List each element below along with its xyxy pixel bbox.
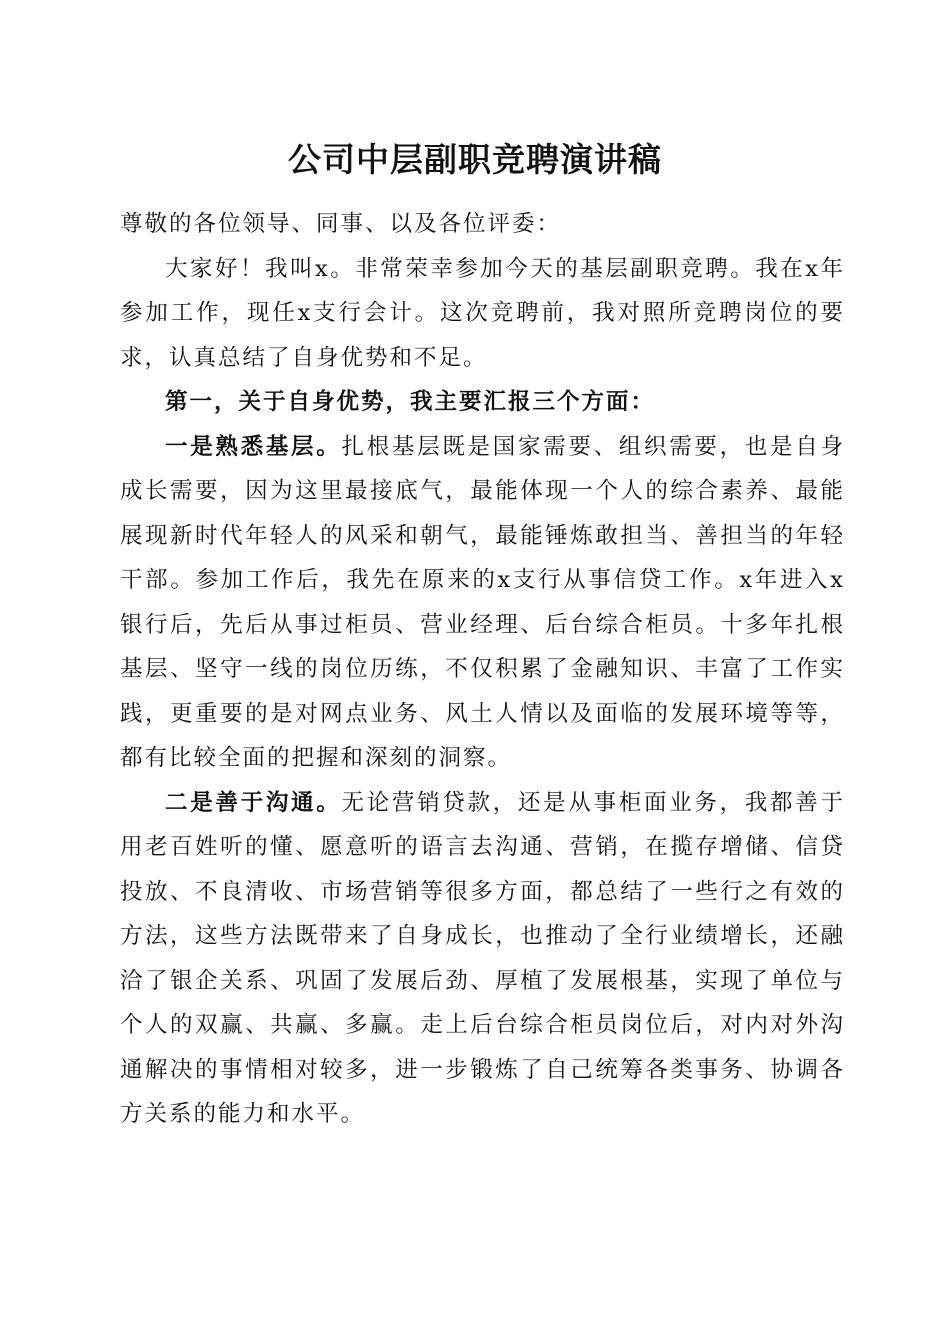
intro-paragraph: 大家好！我叫x。非常荣幸参加今天的基层副职竞聘。我在x年参加工作，现任x支行会计。这次竞聘前，我对照所竞聘岗位的要求，认真总结了自身优势和不足。: [120, 255, 845, 371]
point-one-lead: 一是熟悉基层。: [165, 433, 342, 460]
point-one-text: 扎根基层既是国家需要、组织需要，也是自身成长需要，因为这里最接底气，最能体现一个人的综合素养、最能展现新时代年轻人的风采和朝气，最能锤炼敢担当、善担当的年轻干部。参加工作后，我先在原来的x支行从事信贷工作。x年进入x银行后，先后从事过柜员、营业经理、后台综合柜员。十多年扎根基层、坚守一线的岗位历练，不仅积累了金融知识、丰富了工作实践，更重要的是对网点业务、风土人情以及面临的发展环境等等，都有比较全面的把握和深刻的洞察。: [120, 433, 845, 771]
document-body: [120, 202, 845, 1137]
section-heading: 第一，关于自身优势，我主要汇报三个方面：: [165, 389, 656, 415]
point-two-paragraph: [120, 781, 845, 1137]
point-two-lead: 二是善于沟通。: [165, 789, 342, 816]
document-title: 公司中层副职竞聘演讲稿: [288, 140, 662, 179]
point-two-text: 无论营销贷款，还是从事柜面业务，我都善于用老百姓听的懂、愿意听的语言去沟通、营销，在揽存增储、信贷投放、不良清收、市场营销等很多方面，都总结了一些行之有效的方法，这些方法既带来了自身成长，也推动了全行业绩增长，还融洽了银企关系、巩固了发展后劲、厚植了发展根基，实现了单位与个人的双赢、共赢、多赢。走上后台综合柜员岗位后，对内对外沟通解决的事情相对较多，进一步锻炼了自己统筹各类事务、协调各方关系的能力和水平。: [120, 789, 845, 1127]
salutation: 尊敬的各位领导、同事、以及各位评委：: [120, 211, 562, 237]
point-one-paragraph: [120, 425, 845, 781]
